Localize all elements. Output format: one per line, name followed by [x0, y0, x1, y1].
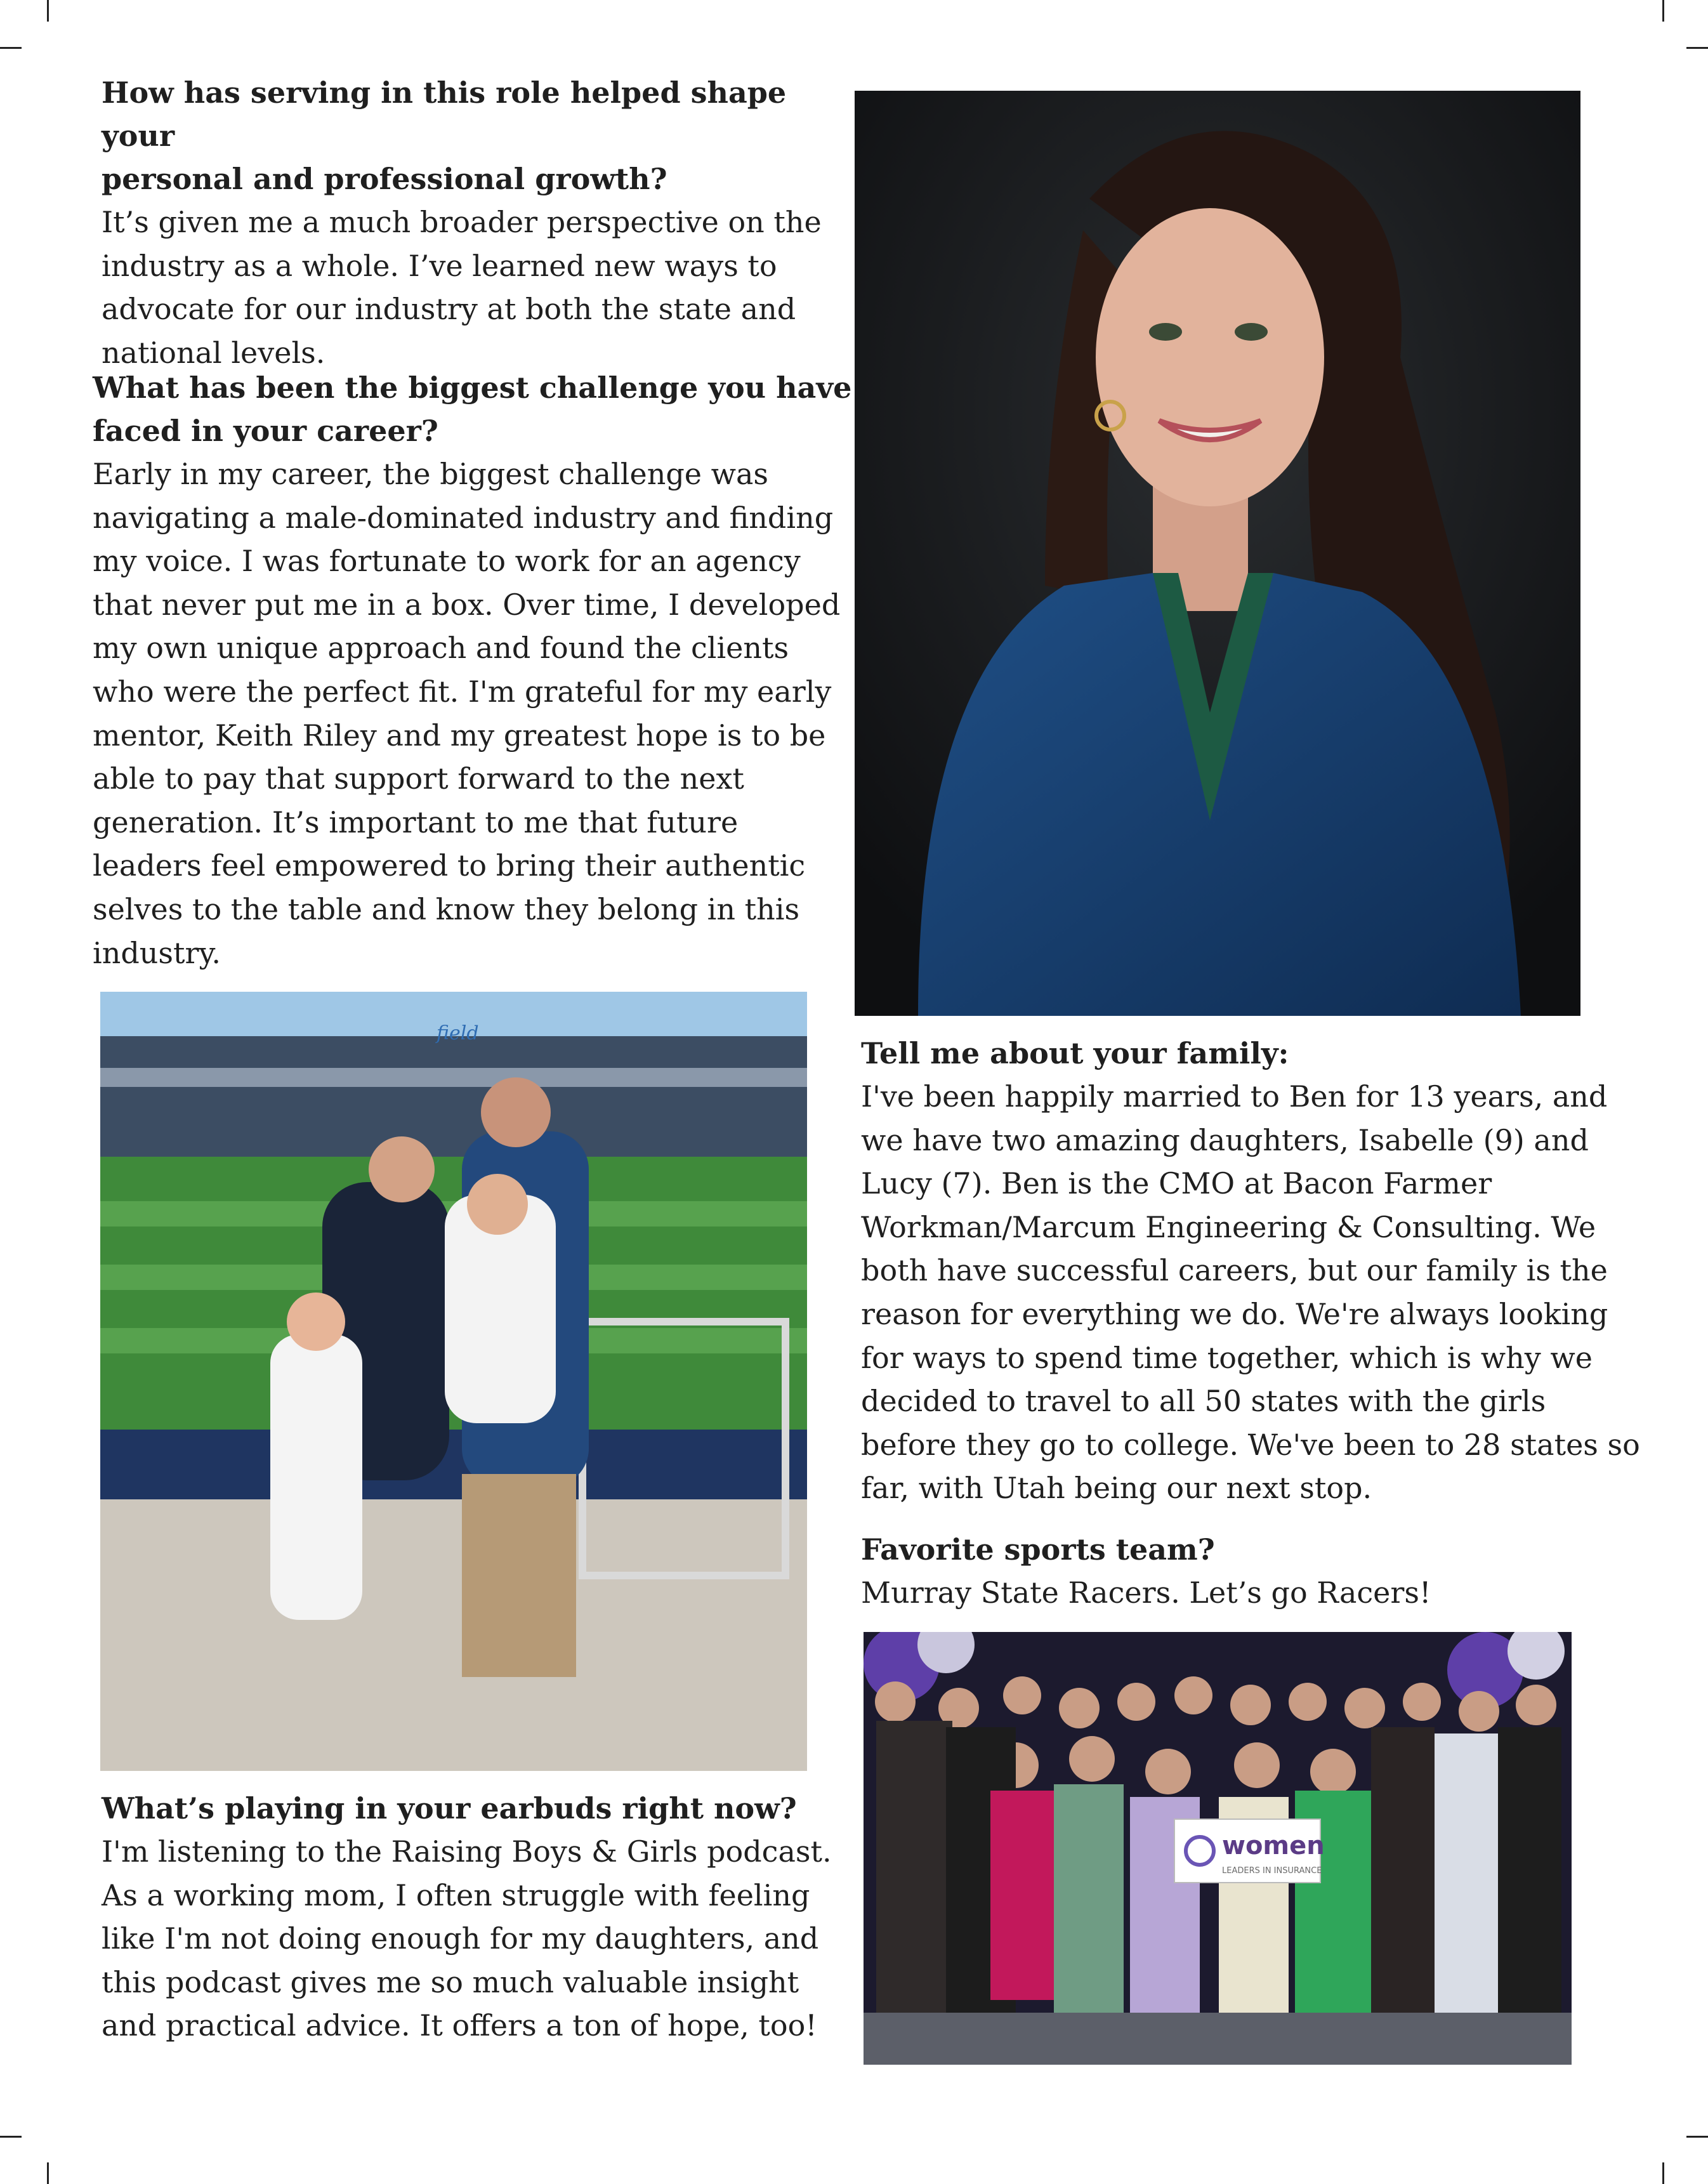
- crop-mark: [1662, 0, 1664, 22]
- question-heading: How has serving in this role helped shape your personal and professional growth?: [102, 76, 787, 196]
- question-heading: Favorite sports team?: [861, 1532, 1215, 1567]
- answer-text: I'm listening to the Raising Boys & Girls podcast. As a working mom, I often struggle with feeling like I'm not doing enough for my daughters, and this podcast gives me so much valuable insight and practical advice. It offers a ton of hope, too!: [102, 1834, 832, 2043]
- crop-mark: [47, 0, 49, 22]
- qa-earbuds: [102, 1787, 850, 2048]
- crop-mark: [0, 47, 22, 49]
- question-heading: What has been the biggest challenge you have faced in your career?: [93, 371, 852, 448]
- group-sign-text: women: [1222, 1831, 1325, 1860]
- stadium-sign-text: field: [437, 1022, 479, 1044]
- family-stadium-photo: [100, 992, 807, 1771]
- answer-text: Murray State Racers. Let’s go Racers!: [861, 1576, 1431, 1610]
- group-photo: [864, 1632, 1572, 2065]
- portrait-photo: [855, 91, 1580, 1016]
- answer-text: It’s given me a much broader perspective on the industry as a whole. I’ve learned new ways to advocate for our industry at both the state and national levels.: [102, 205, 822, 370]
- question-heading: What’s playing in your earbuds right now?: [102, 1791, 797, 1825]
- qa-family: [861, 1032, 1686, 1510]
- answer-text: Early in my career, the biggest challenge was navigating a male-dominated industry and finding my voice. I was fortunate to work for an agency that never put me in a box. Over time, I developed my own unique approach and found the clients who were the perfect fit. I'm grateful for my early mentor, Keith Riley and my greatest hope is to be able to pay that support forward to the next generation. It’s important to me that future leaders feel empowered to bring their authentic selves to the table and know they belong in this industry.: [93, 457, 841, 970]
- qa-role-growth: [102, 71, 850, 374]
- crop-mark: [47, 2162, 49, 2184]
- crop-mark: [1662, 2162, 1664, 2184]
- qa-challenge: [93, 366, 854, 975]
- crop-mark: [1686, 47, 1708, 49]
- question-heading: Tell me about your family:: [861, 1036, 1289, 1070]
- group-sign-subtext: LEADERS IN INSURANCE: [1222, 1866, 1322, 1876]
- crop-mark: [0, 2136, 22, 2138]
- crop-mark: [1686, 2136, 1708, 2138]
- qa-sports: [861, 1528, 1686, 1615]
- answer-text: I've been happily married to Ben for 13 years, and we have two amazing daughters, Isabelle (9) and Lucy (7). Ben is the CMO at Bacon Farmer Workman/Marcum Engineering & Consulting. We both have successful careers, but our family is the reason for everything we do. We're always looking for ways to spend time together, which is why we decided to travel to all 50 states with the girls before they go to college. We've been to 28 states so far, with Utah being our next stop.: [861, 1079, 1640, 1506]
